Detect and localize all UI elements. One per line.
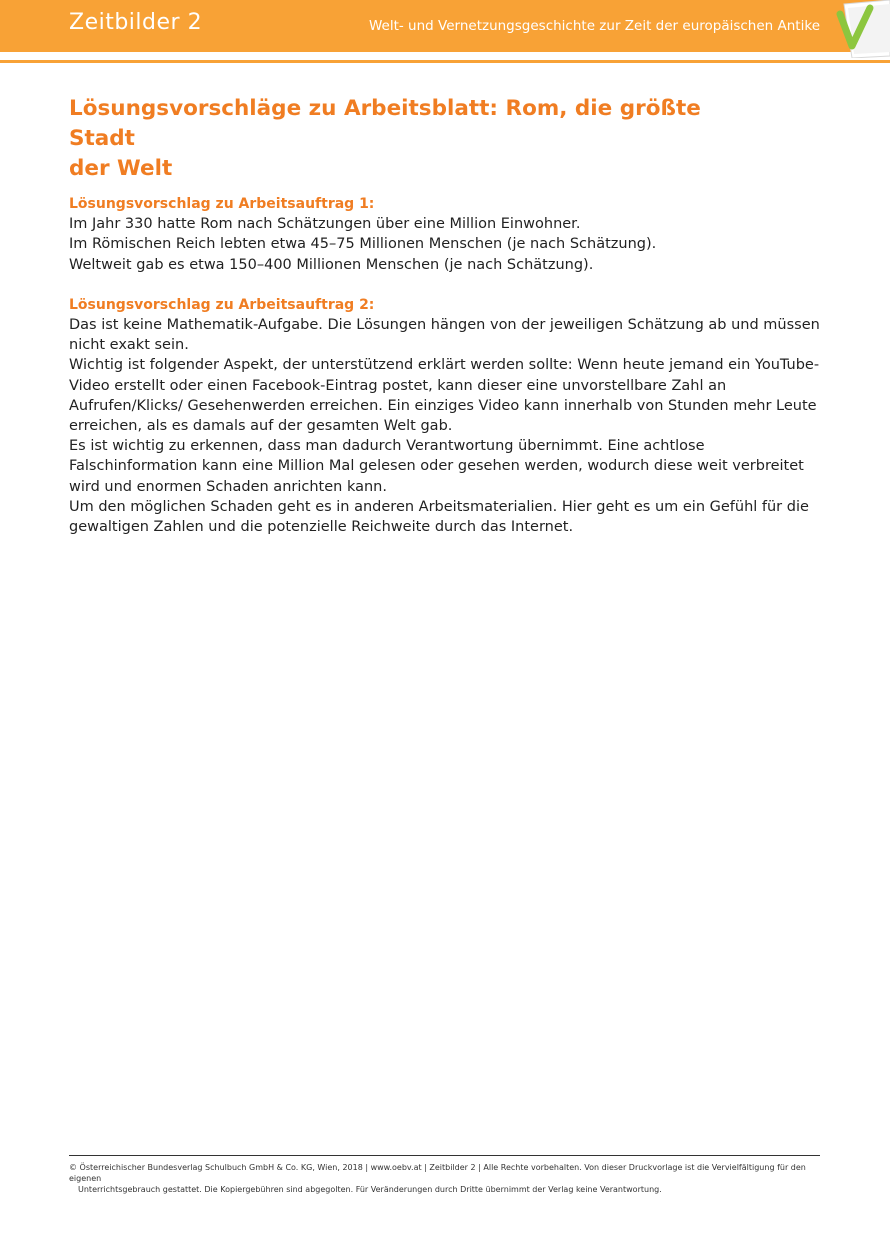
paragraph: Im Jahr 330 hatte Rom nach Schätzungen über eine Million Einwohner. bbox=[69, 216, 581, 233]
page-title-line2: der Welt bbox=[69, 156, 173, 181]
footer-line-2: Unterrichtsgebrauch gestattet. Die Kopiergebühren sind abgegolten. Für Veränderungen durch Dritte übernimmt der Verlag keine Verantwortung. bbox=[78, 1185, 662, 1194]
main-content bbox=[69, 194, 829, 537]
footer-divider bbox=[69, 1155, 820, 1156]
section-heading: Lösungsvorschlag zu Arbeitsauftrag 1: bbox=[69, 196, 375, 212]
page-title-line1: Lösungsvorschläge zu Arbeitsblatt: Rom, die größte Stadt bbox=[69, 96, 701, 151]
paragraph: Im Römischen Reich lebten etwa 45–75 Millionen Menschen (je nach Schätzung). bbox=[69, 236, 657, 253]
page-title bbox=[69, 94, 769, 184]
solution-section-1 bbox=[69, 194, 829, 275]
paragraph: Um den möglichen Schaden geht es in anderen Arbeitsmaterialien. Hier geht es um ein Gefühl für die gewaltigen Zahlen und die potenzielle Reichweite durch das Internet. bbox=[69, 498, 809, 536]
paragraph: Weltweit gab es etwa 150–400 Millionen Menschen (je nach Schätzung). bbox=[69, 256, 594, 273]
header-divider bbox=[0, 60, 890, 63]
solution-section-2 bbox=[69, 295, 829, 537]
checkmark-logo-icon bbox=[830, 0, 890, 58]
paragraph: Das ist keine Mathematik-Aufgabe. Die Lösungen hängen von der jeweiligen Schätzung ab und müssen nicht exakt sein. bbox=[69, 317, 820, 354]
section-heading: Lösungsvorschlag zu Arbeitsauftrag 2: bbox=[69, 296, 375, 313]
footer-line-1: © Österreichischer Bundesverlag Schulbuch GmbH & Co. KG, Wien, 2018 | www.oebv.at | Zeitbilder 2 | Alle Rechte vorbehalten. Von dieser Druckvorlage ist die Vervielfältigung für den eigenen bbox=[69, 1163, 806, 1183]
series-title: Zeitbilder 2 bbox=[69, 10, 203, 35]
header-subtitle: Welt- und Vernetzungsgeschichte zur Zeit der europäischen Antike bbox=[368, 18, 820, 34]
paragraph: Es ist wichtig zu erkennen, dass man dadurch Verantwortung übernimmt. Eine achtlose Falschinformation kann eine Million Mal gelesen oder gesehen werden, wodurch diese weit verbreitet wird und enormen Schaden anrichten kann. bbox=[69, 438, 804, 495]
footer-copyright bbox=[69, 1162, 829, 1195]
paragraph: Wichtig ist folgender Aspekt, der unterstützend erklärt werden sollte: Wenn heute jemand ein YouTube-Video erstellt oder einen Facebook-Eintrag postet, kann dieser eine unvorstellbare Zahl an Aufrufen/Klicks/ Gesehenwerden erreichen. Ein einziges Video kann innerhalb von Stunden mehr Leute erreichen, als es damals auf der gesamten Welt gab. bbox=[69, 357, 820, 435]
header-bar bbox=[0, 0, 890, 52]
